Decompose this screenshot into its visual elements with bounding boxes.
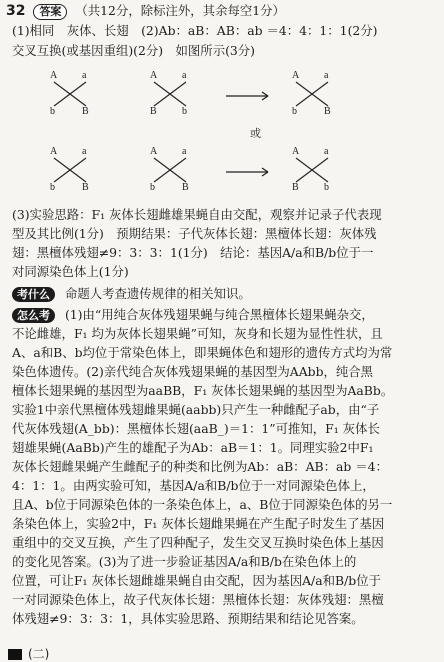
gene-label: a	[324, 146, 329, 157]
analysis-line: A、a和B、b均位于常染色体上，即果蝇体色和翅形的遗传方式均为常	[12, 345, 393, 360]
answer-badge: 答案	[33, 4, 67, 20]
gene-label: B	[150, 106, 157, 117]
analysis-line: 位置，可让F₁ 灰体长翅雌雄果蝇自由交配，因为基因A/a和B/b位于	[12, 573, 381, 588]
answer-line-3: (3)实验思路：F₁ 灰体长翅雌雄果蝇自由交配，观察并记录子代表现	[12, 207, 382, 222]
chromosome-pair-middle	[150, 146, 189, 193]
analysis-line: 且A、b位于同源染色体的一条染色体上，a、B位于同源染色体的另一	[12, 497, 393, 512]
analysis-line: 的变化见答案。(3)为了进一步验证基因A/a和B/b在染色体上的	[12, 554, 357, 569]
gene-label: b	[50, 182, 55, 193]
section-marker-icon	[8, 649, 22, 660]
answer-line-2: 交叉互换(或基因重组)(2分) 如图所示(3分)	[12, 43, 256, 58]
gene-label: b	[292, 106, 297, 117]
question-number: 32	[6, 3, 26, 19]
gene-label: B	[324, 106, 331, 117]
analysis-line: 翅雄果蝇(AaBb)产生的雄配子为Ab：aB＝1：1。同理实验2中F₁	[12, 440, 374, 455]
gene-label: A	[50, 146, 58, 157]
answer-line-5: 翅：黑檀体残翅≠9：3：3：1(1分) 结论：基因A/a和B/b位于一	[12, 245, 374, 260]
gene-label: B	[292, 182, 299, 193]
gene-label: B	[82, 182, 89, 193]
chromosome-pair-middle	[150, 70, 187, 117]
analysis-line: 重组中的交叉互换，产生了四种配子，发生交叉互换时染色体上基因	[12, 535, 384, 550]
analysis-line: 不论雌雄，F₁ 均为灰体长翅果蝇”可知，灰身和长翅为显性性状，且	[12, 326, 383, 341]
gene-label: B	[182, 182, 189, 193]
answer-line-6: 对同源染色体上(1分)	[12, 264, 129, 279]
analysis-line: 体残翅≠9：3：3：1，具体实验思路、预期结果和结论见答案。	[12, 611, 364, 626]
arrow-icon	[226, 168, 268, 176]
gene-label: B	[82, 106, 89, 117]
analysis-line: 代灰体残翅(A_bb)：黑檀体长翅(aaB_)＝1：1”可推知，F₁ 灰体长	[12, 421, 380, 436]
chromosome-pair-left	[50, 70, 89, 117]
gene-label: a	[324, 70, 329, 81]
test-point-text: 命题人考查遗传规律的相关知识。	[64, 286, 251, 301]
answer-line-1: (1)相同 灰体、长翅 (2)Ab：aB：AB：ab ＝4：4：1：1(2分)	[12, 23, 378, 38]
analysis-line: 条染色体上，实验2中，F₁ 灰体长翅雌果蝇在产生配子时发生了基因	[12, 516, 385, 531]
gene-label: b	[182, 106, 187, 117]
analysis-badge: 怎么考	[12, 308, 55, 323]
gene-label: b	[50, 106, 55, 117]
analysis-line	[12, 306, 374, 324]
analysis-line: 灰体长翅雌果蝇产生雌配子的种类和比例为Ab：aB：AB：ab ＝4：	[12, 459, 388, 474]
analysis-line: 檀体长翅果蝇的基因型为aaBB，F₁ 灰体长翅果蝇的基因型为AaBb。	[12, 383, 394, 398]
score-note: （共12分，除标注外，其余每空1分）	[75, 3, 285, 18]
gene-label: A	[150, 70, 158, 81]
gene-label: A	[292, 70, 300, 81]
or-label: 或	[250, 127, 261, 140]
gene-label: b	[150, 182, 155, 193]
gene-label: A	[50, 70, 58, 81]
crossover-diagram-row-2	[46, 140, 406, 200]
gene-label: b	[324, 182, 329, 193]
gene-label: A	[292, 146, 300, 157]
analysis-line: 一对同源染色体上，故子代灰体长翅：黑檀体长翅：灰体残翅：黑檀	[12, 592, 384, 607]
gene-label: a	[82, 70, 87, 81]
gene-label: a	[182, 70, 187, 81]
analysis-line: 实验1中亲代黑檀体残翅雌果蝇(aabb)只产生一种雌配子ab，由“子	[12, 402, 380, 417]
test-point	[12, 285, 251, 303]
section-footer	[8, 645, 49, 662]
analysis-line: 4：1：1。由两实验可知，基因A/a和B/b位于一对同源染色体上，	[12, 478, 375, 493]
arrow-icon	[226, 92, 268, 100]
gene-label: A	[150, 146, 158, 157]
analysis-line: 染色体遗传。(2)亲代纯合灰体残翅果蝇的基因型为AAbb，纯合黑	[12, 364, 374, 379]
crossover-diagram-row-1	[46, 64, 406, 124]
chromosome-pair-left	[50, 146, 89, 193]
test-point-badge: 考什么	[12, 287, 55, 302]
question-header	[6, 2, 285, 20]
gene-label: a	[182, 146, 187, 157]
answer-line-4: 型及其比例(1分) 预期结果：子代灰体长翅：黑檀体长翅：灰体残	[12, 226, 377, 241]
section-label: (二)	[28, 647, 50, 661]
chromosome-pair-right	[292, 146, 329, 193]
analysis-text: (1)由“用纯合灰体残翅果蝇与纯合黑檀体长翅果蝇杂交，	[64, 307, 374, 322]
gene-label: a	[82, 146, 87, 157]
chromosome-pair-right	[292, 70, 331, 117]
